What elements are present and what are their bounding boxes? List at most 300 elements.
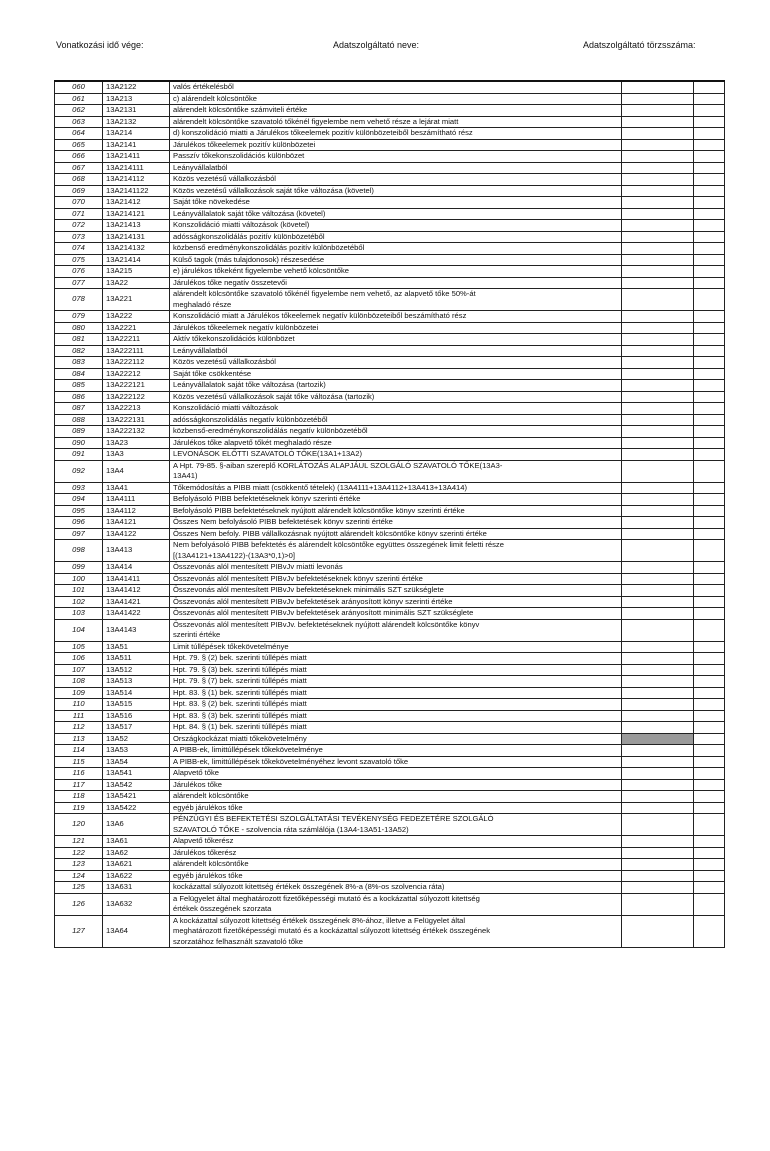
row-number: 076 bbox=[55, 266, 103, 278]
table-row bbox=[55, 128, 725, 140]
table-row bbox=[55, 664, 725, 676]
table-row bbox=[55, 517, 725, 529]
description-line: 13A41) bbox=[173, 471, 198, 480]
row-description bbox=[170, 733, 622, 745]
table-row bbox=[55, 494, 725, 506]
value-cell bbox=[622, 391, 694, 403]
table-row bbox=[55, 208, 725, 220]
value-cell bbox=[622, 185, 694, 197]
table-row bbox=[55, 277, 725, 289]
row-description bbox=[170, 756, 622, 768]
table-row bbox=[55, 151, 725, 163]
description-line: Befolyásoló PIBB befektetéseknek nyújtott alárendelt kölcsöntőke könyv szerinti értéke bbox=[173, 505, 465, 515]
row-description bbox=[170, 368, 622, 380]
extra-cell bbox=[694, 517, 725, 529]
description-line: egyéb járulékos tőke bbox=[173, 870, 243, 880]
row-number: 089 bbox=[55, 426, 103, 438]
row-code: 13A21413 bbox=[103, 220, 170, 232]
row-number: 110 bbox=[55, 699, 103, 711]
row-number: 072 bbox=[55, 220, 103, 232]
row-code: 13A2122 bbox=[103, 81, 170, 93]
row-description bbox=[170, 802, 622, 814]
extra-cell bbox=[694, 231, 725, 243]
description-line: Hpt. 79. § (2) bek. szerinti túllépés miatt bbox=[173, 653, 307, 662]
row-description bbox=[170, 289, 622, 311]
table-row bbox=[55, 814, 725, 836]
value-cell bbox=[622, 277, 694, 289]
row-code: 13A21411 bbox=[103, 151, 170, 163]
row-description bbox=[170, 380, 622, 392]
description-line: Nem befolyásoló PIBB befektetés és alárendelt kölcsöntőke együttes összegének limit feletti része bbox=[173, 540, 504, 549]
row-number: 119 bbox=[55, 802, 103, 814]
table-row bbox=[55, 449, 725, 461]
value-cell bbox=[622, 403, 694, 415]
row-number: 066 bbox=[55, 151, 103, 163]
row-number: 093 bbox=[55, 482, 103, 494]
row-description bbox=[170, 460, 622, 482]
table-row bbox=[55, 460, 725, 482]
row-code: 13A631 bbox=[103, 882, 170, 894]
row-description bbox=[170, 334, 622, 346]
value-cell bbox=[622, 139, 694, 151]
table-row bbox=[55, 220, 725, 232]
row-code: 13A5422 bbox=[103, 802, 170, 814]
extra-cell bbox=[694, 81, 725, 93]
row-description bbox=[170, 722, 622, 734]
extra-cell bbox=[694, 814, 725, 836]
table-row bbox=[55, 756, 725, 768]
description-line: [(13A4121+13A4122)-(13A3*0,1)>0] bbox=[173, 550, 296, 560]
row-number: 065 bbox=[55, 139, 103, 151]
row-number: 098 bbox=[55, 540, 103, 562]
extra-cell bbox=[694, 254, 725, 266]
row-number: 062 bbox=[55, 105, 103, 117]
description-line: Leányvállalatok saját tőke változása (követel) bbox=[173, 208, 326, 218]
row-description bbox=[170, 414, 622, 426]
description-line: szerinti értéke bbox=[173, 630, 221, 639]
value-cell bbox=[622, 745, 694, 757]
row-code: 13A516 bbox=[103, 710, 170, 722]
extra-cell bbox=[694, 345, 725, 357]
value-cell bbox=[622, 562, 694, 574]
value-cell bbox=[622, 608, 694, 620]
extra-cell bbox=[694, 449, 725, 461]
extra-cell bbox=[694, 562, 725, 574]
value-cell bbox=[622, 791, 694, 803]
row-number: 095 bbox=[55, 505, 103, 517]
row-description bbox=[170, 81, 622, 93]
row-code: 13A52 bbox=[103, 733, 170, 745]
description-line: A Hpt. 79-85. §-aiban szereplő KORLÁTOZÁS ALAPJÁUL SZOLGÁLÓ SZAVATOLÓ TŐKE(13A3- bbox=[173, 460, 503, 470]
extra-cell bbox=[694, 105, 725, 117]
value-cell bbox=[622, 687, 694, 699]
table-row bbox=[55, 710, 725, 722]
row-code: 13A2131 bbox=[103, 105, 170, 117]
row-code: 13A214121 bbox=[103, 208, 170, 220]
row-code: 13A54 bbox=[103, 756, 170, 768]
extra-cell bbox=[694, 676, 725, 688]
description-line: Összevonás alól mentesített PIBvJv miatti levonás bbox=[173, 562, 343, 571]
value-cell bbox=[622, 151, 694, 163]
value-cell bbox=[622, 710, 694, 722]
value-cell bbox=[622, 220, 694, 232]
row-code: 13A22212 bbox=[103, 368, 170, 380]
row-number: 112 bbox=[55, 722, 103, 734]
table-row bbox=[55, 426, 725, 438]
description-line: Konszolidáció miatti változások (követel) bbox=[173, 220, 310, 229]
table-row bbox=[55, 745, 725, 757]
row-description bbox=[170, 915, 622, 948]
description-line: Járulékos tőkeelemek negatív különbözetei bbox=[173, 322, 319, 332]
description-line: Összes Nem befolyásoló PIBB befektetések könyv szerinti értéke bbox=[173, 517, 393, 526]
table-row bbox=[55, 93, 725, 105]
row-number: 104 bbox=[55, 619, 103, 641]
row-number: 114 bbox=[55, 745, 103, 757]
extra-cell bbox=[694, 653, 725, 665]
value-cell bbox=[622, 505, 694, 517]
description-line: Közös vezetésű vállalkozások saját tőke változása (követel) bbox=[173, 185, 374, 195]
description-line: alárendelt kölcsöntőke bbox=[173, 859, 249, 868]
row-code: 13A222112 bbox=[103, 357, 170, 369]
table-row bbox=[55, 859, 725, 871]
table-row bbox=[55, 847, 725, 859]
value-cell bbox=[622, 174, 694, 186]
row-code: 13A4122 bbox=[103, 528, 170, 540]
description-line: Közös vezetésű vállalkozások saját tőke változása (tartozik) bbox=[173, 391, 375, 401]
table-row bbox=[55, 482, 725, 494]
table-row bbox=[55, 882, 725, 894]
row-number: 122 bbox=[55, 847, 103, 859]
description-line: Járulékos tőke negatív összetevői bbox=[173, 277, 287, 287]
row-code: 13A512 bbox=[103, 664, 170, 676]
description-line: Járulékos tőkerész bbox=[173, 847, 237, 857]
extra-cell bbox=[694, 791, 725, 803]
value-cell bbox=[622, 596, 694, 608]
provider-id-label: Adatszolgáltató törzsszáma: bbox=[583, 40, 696, 50]
row-number: 109 bbox=[55, 687, 103, 699]
row-number: 094 bbox=[55, 494, 103, 506]
description-line: értékek összegének szorzata bbox=[173, 904, 272, 913]
extra-cell bbox=[694, 151, 725, 163]
row-description bbox=[170, 482, 622, 494]
extra-cell bbox=[694, 596, 725, 608]
value-cell bbox=[622, 494, 694, 506]
row-description bbox=[170, 562, 622, 574]
table-row bbox=[55, 116, 725, 128]
row-description bbox=[170, 870, 622, 882]
description-line: Összes Nem befoly. PIBB vállalkozásnak nyújtott alárendelt kölcsöntőke könyv szerinti értéke bbox=[173, 528, 487, 538]
value-cell bbox=[622, 426, 694, 438]
extra-cell bbox=[694, 802, 725, 814]
description-line: Hpt. 79. § (7) bek. szerinti túllépés miatt bbox=[173, 676, 307, 685]
row-number: 080 bbox=[55, 322, 103, 334]
row-number: 118 bbox=[55, 791, 103, 803]
row-code: 13A622 bbox=[103, 870, 170, 882]
row-description bbox=[170, 859, 622, 871]
description-line: Hpt. 79. § (3) bek. szerinti túllépés miatt bbox=[173, 664, 307, 674]
description-line: SZAVATOLÓ TŐKE - szolvencia ráta számlálója (13A4-13A51-13A52) bbox=[173, 824, 409, 834]
table-row bbox=[55, 437, 725, 449]
value-cell bbox=[622, 116, 694, 128]
table-row bbox=[55, 699, 725, 711]
row-number: 087 bbox=[55, 403, 103, 415]
table-row bbox=[55, 653, 725, 665]
period-label: Vonatkozási idő vége: bbox=[56, 40, 144, 50]
table-row bbox=[55, 573, 725, 585]
row-description bbox=[170, 391, 622, 403]
extra-cell bbox=[694, 733, 725, 745]
row-number: 115 bbox=[55, 756, 103, 768]
extra-cell bbox=[694, 540, 725, 562]
extra-cell bbox=[694, 116, 725, 128]
row-number: 069 bbox=[55, 185, 103, 197]
row-description bbox=[170, 357, 622, 369]
value-cell bbox=[622, 664, 694, 676]
extra-cell bbox=[694, 915, 725, 948]
row-description bbox=[170, 403, 622, 415]
table-row bbox=[55, 802, 725, 814]
description-line: meghaladó része bbox=[173, 299, 232, 309]
value-cell bbox=[622, 368, 694, 380]
description-line: Összevonás alól mentesített PIBvJv befektetéseknek könyv szerinti értéke bbox=[173, 573, 423, 583]
table-row bbox=[55, 893, 725, 915]
value-cell bbox=[622, 414, 694, 426]
extra-cell bbox=[694, 208, 725, 220]
value-cell bbox=[622, 254, 694, 266]
row-number: 071 bbox=[55, 208, 103, 220]
description-line: Limit túllépések tőkekövetelménye bbox=[173, 641, 289, 651]
row-description bbox=[170, 116, 622, 128]
row-number: 123 bbox=[55, 859, 103, 871]
description-line: Országkockázat miatti tőkekövetelmény bbox=[173, 733, 307, 743]
value-cell bbox=[622, 208, 694, 220]
extra-cell bbox=[694, 710, 725, 722]
row-number: 101 bbox=[55, 585, 103, 597]
description-line: Összevonás alól mentesített PIBvJv befektetéseknek minimális SZT szükséglete bbox=[173, 585, 444, 594]
value-cell bbox=[622, 915, 694, 948]
table-row bbox=[55, 391, 725, 403]
row-code: 13A513 bbox=[103, 676, 170, 688]
table-row bbox=[55, 266, 725, 278]
description-line: PÉNZÜGYI ÉS BEFEKTETÉSI SZOLGÁLTATÁSI TEVÉKENYSÉG FEDEZETÉRE SZOLGÁLÓ bbox=[173, 814, 494, 823]
description-line: A kockázattal súlyozott kitettség értékek összegének 8%-ához, illetve a Felügyelet által bbox=[173, 915, 466, 925]
table-row bbox=[55, 915, 725, 948]
row-number: 111 bbox=[55, 710, 103, 722]
table-row bbox=[55, 289, 725, 311]
value-cell bbox=[622, 573, 694, 585]
value-cell bbox=[622, 128, 694, 140]
row-code: 13A4112 bbox=[103, 505, 170, 517]
table-row bbox=[55, 345, 725, 357]
row-code: 13A62 bbox=[103, 847, 170, 859]
row-description bbox=[170, 139, 622, 151]
table-row bbox=[55, 197, 725, 209]
value-cell bbox=[622, 676, 694, 688]
row-code: 13A61 bbox=[103, 836, 170, 848]
value-cell bbox=[622, 357, 694, 369]
value-cell bbox=[622, 231, 694, 243]
row-code: 13A214132 bbox=[103, 243, 170, 255]
description-line: Közös vezetésű vállalkozásból bbox=[173, 357, 276, 366]
extra-cell bbox=[694, 722, 725, 734]
extra-cell bbox=[694, 847, 725, 859]
row-description bbox=[170, 174, 622, 186]
value-cell bbox=[622, 345, 694, 357]
extra-cell bbox=[694, 93, 725, 105]
extra-cell bbox=[694, 573, 725, 585]
row-number: 106 bbox=[55, 653, 103, 665]
description-line: adósságkonszolidálás negatív különbözetéből bbox=[173, 414, 328, 424]
value-cell bbox=[622, 756, 694, 768]
row-description bbox=[170, 676, 622, 688]
data-table bbox=[54, 80, 725, 948]
value-cell bbox=[622, 814, 694, 836]
row-code: 13A213 bbox=[103, 93, 170, 105]
row-number: 067 bbox=[55, 162, 103, 174]
row-description bbox=[170, 93, 622, 105]
row-code: 13A413 bbox=[103, 540, 170, 562]
value-cell bbox=[622, 653, 694, 665]
description-line: A PIBB-ek, limittúllépések tőkekövetelményéhez levont szavatoló tőke bbox=[173, 756, 409, 766]
row-number: 124 bbox=[55, 870, 103, 882]
row-description bbox=[170, 836, 622, 848]
description-line: egyéb járulékos tőke bbox=[173, 802, 243, 812]
row-description bbox=[170, 426, 622, 438]
row-description bbox=[170, 208, 622, 220]
row-code: 13A214111 bbox=[103, 162, 170, 174]
row-code: 13A6 bbox=[103, 814, 170, 836]
row-code: 13A214112 bbox=[103, 174, 170, 186]
value-cell bbox=[622, 859, 694, 871]
row-description bbox=[170, 687, 622, 699]
table-row bbox=[55, 311, 725, 323]
table-row bbox=[55, 403, 725, 415]
row-code: 13A542 bbox=[103, 779, 170, 791]
extra-cell bbox=[694, 220, 725, 232]
table-row bbox=[55, 185, 725, 197]
table-row bbox=[55, 733, 725, 745]
row-code: 13A41411 bbox=[103, 573, 170, 585]
value-cell bbox=[622, 779, 694, 791]
value-cell bbox=[622, 619, 694, 641]
value-cell bbox=[622, 81, 694, 93]
row-description bbox=[170, 277, 622, 289]
row-description bbox=[170, 619, 622, 641]
table-row bbox=[55, 596, 725, 608]
row-number: 113 bbox=[55, 733, 103, 745]
extra-cell bbox=[694, 745, 725, 757]
table-row bbox=[55, 231, 725, 243]
row-code: 13A4 bbox=[103, 460, 170, 482]
extra-cell bbox=[694, 311, 725, 323]
row-description bbox=[170, 311, 622, 323]
row-code: 13A222132 bbox=[103, 426, 170, 438]
row-number: 105 bbox=[55, 641, 103, 653]
extra-cell bbox=[694, 619, 725, 641]
value-cell bbox=[622, 768, 694, 780]
extra-cell bbox=[694, 664, 725, 676]
value-cell bbox=[622, 266, 694, 278]
value-cell bbox=[622, 380, 694, 392]
row-code: 13A41421 bbox=[103, 596, 170, 608]
row-number: 086 bbox=[55, 391, 103, 403]
value-cell bbox=[622, 311, 694, 323]
row-code: 13A222122 bbox=[103, 391, 170, 403]
extra-cell bbox=[694, 528, 725, 540]
value-cell bbox=[622, 243, 694, 255]
table-row bbox=[55, 540, 725, 562]
description-line: Hpt. 84. § (1) bek. szerinti túllépés miatt bbox=[173, 722, 307, 731]
table-row bbox=[55, 676, 725, 688]
row-code: 13A215 bbox=[103, 266, 170, 278]
extra-cell bbox=[694, 128, 725, 140]
row-description bbox=[170, 505, 622, 517]
value-cell bbox=[622, 289, 694, 311]
row-description bbox=[170, 847, 622, 859]
extra-cell bbox=[694, 505, 725, 517]
description-line: Külső tagok (más tulajdonosok) részesedése bbox=[173, 254, 325, 264]
row-description bbox=[170, 345, 622, 357]
table-row bbox=[55, 174, 725, 186]
description-line: Közös vezetésű vállalkozásból bbox=[173, 174, 276, 183]
row-description bbox=[170, 162, 622, 174]
table-row bbox=[55, 368, 725, 380]
table-row bbox=[55, 81, 725, 93]
row-number: 116 bbox=[55, 768, 103, 780]
value-cell bbox=[622, 540, 694, 562]
row-number: 082 bbox=[55, 345, 103, 357]
extra-cell bbox=[694, 893, 725, 915]
table-body bbox=[55, 81, 725, 948]
description-line: Saját tőke csökkentése bbox=[173, 368, 252, 378]
row-number: 074 bbox=[55, 243, 103, 255]
table-row bbox=[55, 562, 725, 574]
row-code: 13A2221 bbox=[103, 322, 170, 334]
description-line: Leányvállalatok saját tőke változása (tartozik) bbox=[173, 380, 326, 389]
value-cell bbox=[622, 460, 694, 482]
row-number: 078 bbox=[55, 289, 103, 311]
table-row bbox=[55, 322, 725, 334]
description-line: alárendelt kölcsöntőke szavatoló tőkénél figyelembe nem vehető része a lejárat miatt bbox=[173, 116, 459, 126]
row-description bbox=[170, 322, 622, 334]
table-row bbox=[55, 243, 725, 255]
description-line: Járulékos tőke alapvető tőkét meghaladó része bbox=[173, 437, 332, 447]
row-number: 083 bbox=[55, 357, 103, 369]
extra-cell bbox=[694, 357, 725, 369]
table-row bbox=[55, 779, 725, 791]
row-description bbox=[170, 641, 622, 653]
row-number: 127 bbox=[55, 915, 103, 948]
extra-cell bbox=[694, 277, 725, 289]
row-number: 126 bbox=[55, 893, 103, 915]
value-cell bbox=[622, 437, 694, 449]
value-cell bbox=[622, 449, 694, 461]
table-row bbox=[55, 619, 725, 641]
row-code: 13A41422 bbox=[103, 608, 170, 620]
extra-cell bbox=[694, 174, 725, 186]
extra-cell bbox=[694, 380, 725, 392]
row-description bbox=[170, 231, 622, 243]
value-cell bbox=[622, 162, 694, 174]
row-code: 13A414 bbox=[103, 562, 170, 574]
description-line: közbenső eredménykonszolidálás pozitív különbözetéből bbox=[173, 243, 365, 252]
extra-cell bbox=[694, 197, 725, 209]
row-code: 13A3 bbox=[103, 449, 170, 461]
row-code: 13A51 bbox=[103, 641, 170, 653]
description-line: a Felügyelet által meghatározott fizetőképességi mutató és a kockázattal súlyozott kitettség bbox=[173, 893, 480, 903]
description-line: A PIBB-ek, limittúllépések tőkekövetelménye bbox=[173, 745, 323, 754]
row-description bbox=[170, 882, 622, 894]
